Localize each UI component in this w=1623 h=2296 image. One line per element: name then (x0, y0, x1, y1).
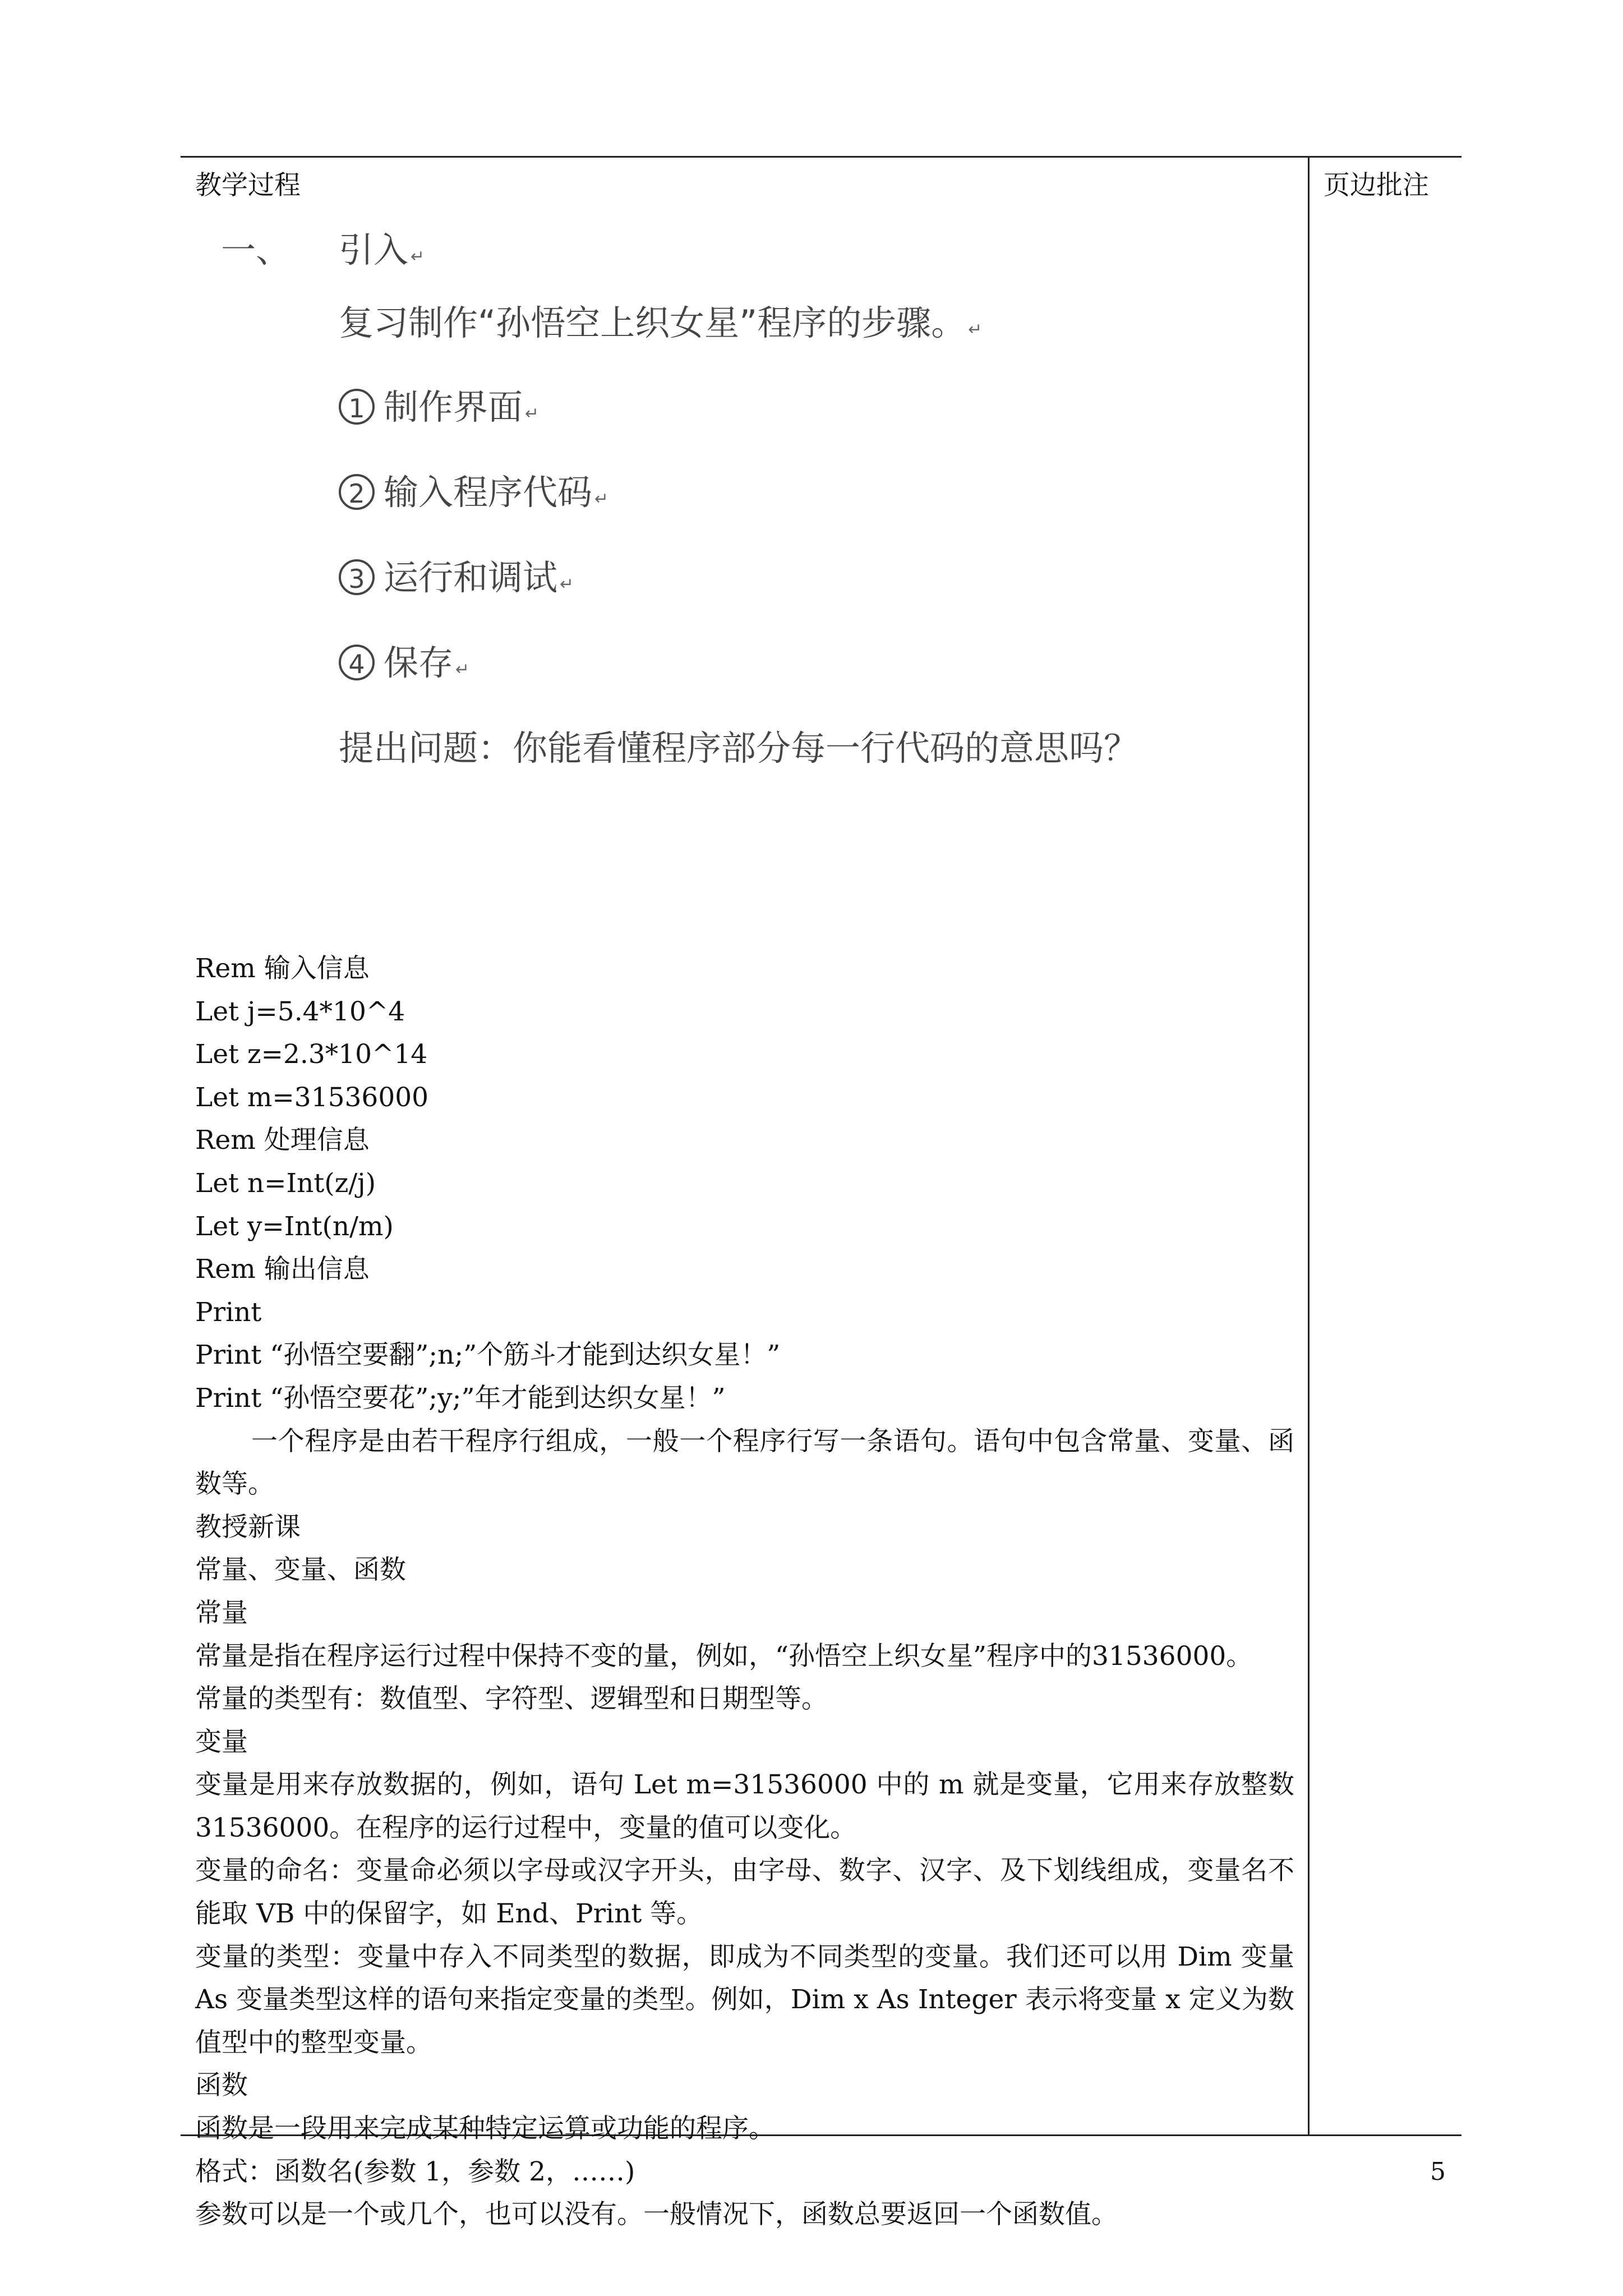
slide-heading-text: 引入 (339, 229, 409, 270)
slide-review-line (339, 298, 982, 355)
variable-definition: 变量是用来存放数据的，例如，语句 Let m=31536000 中的 m 就是变量，它用来存放整数 31536000。在程序的运行过程中，变量的值可以变化。 (195, 1769, 1294, 1843)
slide-step-1 (339, 382, 539, 439)
circled-number-2-icon: 2 (339, 474, 375, 510)
slide-heading-number: 一、 (221, 229, 291, 270)
variable-type: 变量的类型：变量中存入不同类型的数据，即成为不同类型的变量。我们还可以用 Dim 变量 As 变量类型这样的语句来指定变量的类型。例如，Dim x As Integer 表示将变量 x 定义为数值型中的整型变量。 (195, 1941, 1294, 2058)
slide-step-1-text: 制作界面 (384, 386, 523, 427)
code-line: Print “孙悟空要花”;y;”年才能到达织女星！” (195, 1382, 726, 1414)
variable-naming: 变量的命名：变量命必须以字母或汉字开头，由字母、数字、汉字、及下划线组成，变量名不能取 VB 中的保留字，如 End、Print 等。 (195, 1855, 1294, 1930)
slide-step-4-text: 保存 (384, 642, 454, 683)
function-format: 格式：函数名(参数 1，参数 2，……) (195, 2156, 635, 2187)
function-heading: 函数 (195, 2070, 248, 2101)
margin-notes-header: 页边批注 (1324, 170, 1429, 201)
topics-line: 常量、变量、函数 (195, 1554, 406, 1586)
code-line: Let z=2.3*10^14 (195, 1039, 428, 1070)
code-line: Let y=Int(n/m) (195, 1211, 394, 1242)
new-lesson-heading: 教授新课 (195, 1511, 301, 1543)
slide-heading (221, 219, 425, 288)
page-number: 5 (1430, 2157, 1446, 2186)
function-definition: 函数是一段用来完成某种特定运算或功能的程序。 (195, 2113, 775, 2145)
circled-number-1-icon: 1 (339, 389, 375, 425)
constant-heading: 常量 (195, 1597, 248, 1628)
return-mark-icon: ↵ (455, 660, 470, 679)
slide-review-text: 复习制作“孙悟空上织女星”程序的步骤。 (339, 302, 966, 343)
slide-step-3 (339, 553, 574, 610)
return-mark-icon: ↵ (594, 489, 609, 509)
circled-number-3-icon: 3 (339, 559, 375, 595)
lesson-body-text (195, 947, 1294, 2237)
return-mark-icon: ↵ (525, 404, 540, 424)
slide-step-3-text: 运行和调试 (384, 557, 558, 598)
slide-step-4 (339, 638, 469, 695)
intro-slide-image (195, 208, 1294, 949)
code-line: Rem 处理信息 (195, 1125, 370, 1156)
slide-question: 提出问题：你能看懂程序部分每一行代码的意思吗？ (339, 728, 1139, 769)
teaching-process-column (195, 158, 1294, 2230)
code-line: Rem 输入信息 (195, 953, 370, 984)
code-line: Print (195, 1296, 262, 1328)
return-mark-icon: ↵ (968, 320, 983, 339)
code-line: Print “孙悟空要翻”;n;”个筋斗才能到达织女星！” (195, 1340, 781, 1371)
teaching-process-header: 教学过程 (195, 170, 301, 201)
lesson-table (181, 156, 1461, 2230)
code-line: Let n=Int(z/j) (195, 1167, 376, 1199)
slide-step-2-text: 输入程序代码 (384, 472, 593, 513)
code-line: Let m=31536000 (195, 1082, 429, 1113)
code-line: Let j=5.4*10^4 (195, 996, 405, 1027)
constant-types: 常量的类型有：数值型、字符型、逻辑型和日期型等。 (195, 1683, 828, 1715)
variable-heading: 变量 (195, 1726, 248, 1757)
return-mark-icon: ↵ (560, 574, 574, 594)
column-divider (1308, 158, 1310, 2134)
circled-number-4-icon: 4 (339, 645, 375, 680)
return-mark-icon: ↵ (411, 247, 425, 266)
code-line: Rem 输出信息 (195, 1254, 370, 1285)
margin-notes-column (1324, 158, 1453, 2134)
constant-definition: 常量是指在程序运行过程中保持不变的量，例如，“孙悟空上织女星”程序中的31536000。 (195, 1640, 1253, 1672)
function-params: 参数可以是一个或几个，也可以没有。一般情况下，函数总要返回一个函数值。 (195, 2199, 1118, 2230)
intro-paragraph: 一个程序是由若干程序行组成，一般一个程序行写一条语句。语句中包含常量、变量、函数等。 (195, 1425, 1294, 1500)
slide-step-2 (339, 467, 608, 524)
